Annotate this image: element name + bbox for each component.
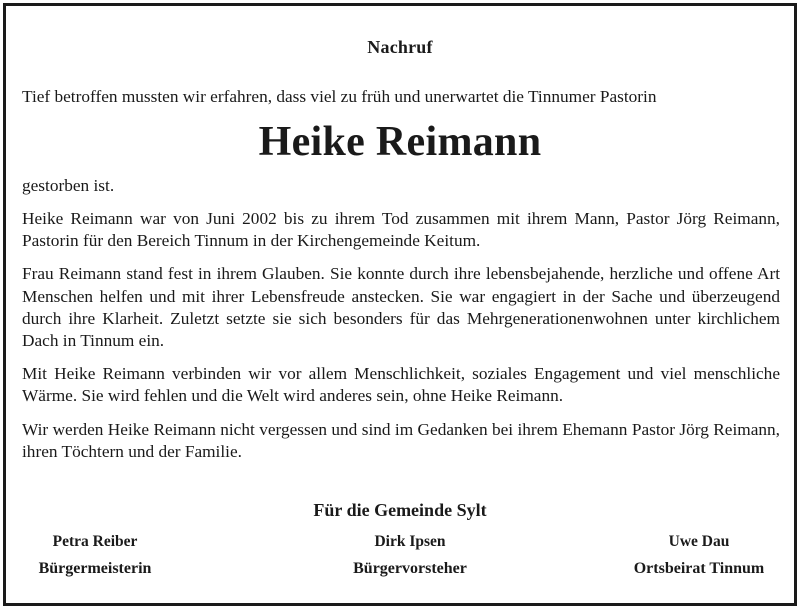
signatory-name: Dirk Ipsen bbox=[374, 533, 446, 550]
intro-text: Tief betroffen mussten wir erfahren, dass viel zu früh und unerwartet die Tinnumer Pastorin bbox=[22, 87, 657, 106]
signatory bbox=[330, 531, 490, 580]
signatory-role: Bürgervorsteher bbox=[353, 560, 467, 577]
organization-line: Für die Gemeinde Sylt bbox=[313, 500, 487, 520]
paragraph: Frau Reimann stand fest in ihrem Glauben. Sie konnte durch ihre lebensbejahende, herzliche und offene Art Menschen helfen und mit ihrer Lebensfreude anstecken. Sie war engagiert in der Sache und überzeugend durch ihre Klarheit. Zuletzt setzte sie sich besonders für das Mehrgenerationenwohnen unter kirchlichem Dach in Tinnum ein. bbox=[22, 264, 780, 351]
body-paragraphs bbox=[22, 208, 780, 474]
signatory-role: Ortsbeirat Tinnum bbox=[633, 560, 765, 577]
signatory-name: Petra Reiber bbox=[52, 533, 138, 550]
signatory bbox=[20, 531, 170, 580]
obituary-notice bbox=[3, 3, 797, 606]
signatory-name: Uwe Dau bbox=[668, 533, 730, 550]
paragraph: Wir werden Heike Reimann nicht vergessen und sind im Gedanken bei ihrem Ehemann Pastor Jörg Reimann, ihren Töchtern und der Familie. bbox=[22, 419, 780, 461]
signatory bbox=[614, 531, 784, 580]
signatory-role: Bürgermeisterin bbox=[38, 560, 152, 577]
paragraph: Heike Reimann war von Juni 2002 bis zu ihrem Tod zusammen mit ihrem Mann, Pastor Jörg Reimann, Pastorin für den Bereich Tinnum in der Kirchengemeinde Keitum. bbox=[22, 209, 780, 251]
after-name-text: gestorben ist. bbox=[22, 176, 115, 195]
deceased-name: Heike Reimann bbox=[258, 119, 542, 165]
notice-heading: Nachruf bbox=[367, 37, 433, 57]
paragraph: Mit Heike Reimann verbinden wir vor allem Menschlichkeit, soziales Engagement und viel menschliche Wärme. Sie wird fehlen und die Welt wird anderes sein, ohne Heike Reimann. bbox=[22, 364, 780, 406]
